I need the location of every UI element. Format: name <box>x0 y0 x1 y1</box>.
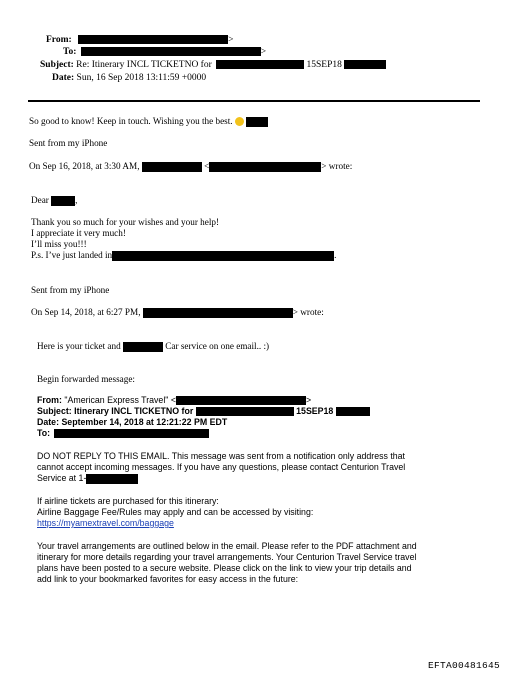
reply1-quote-end: > wrote: <box>321 161 353 171</box>
redacted-quote-name <box>142 162 202 172</box>
redacted-to-address <box>81 47 261 56</box>
body-p1-line1: DO NOT REPLY TO THIS EMAIL. This message was sent from a notification only address that <box>37 451 405 461</box>
reply1-text: So good to know! Keep in touch. Wishing you the best. <box>29 116 233 126</box>
baggage-link[interactable]: https://myamextravel.com/baggage <box>37 518 174 528</box>
redacted-fwd-subject-name <box>196 407 294 416</box>
body-p2-line2: Airline Baggage Fee/Rules may apply and can be accessed by visiting: <box>37 507 314 517</box>
reply2-dear-row <box>31 195 77 206</box>
body-p2-line1: If airline tickets are purchased for this itinerary: <box>37 496 219 506</box>
redacted-reply3-item <box>123 342 163 352</box>
reply2-line4-end: . <box>334 250 337 260</box>
body-p3-line3: plans have been posted to a secure website. Please click on the link to view your trip details and <box>37 563 412 573</box>
reply1-quote-row <box>29 161 352 172</box>
reply3-row <box>37 341 269 352</box>
header-divider <box>28 100 480 102</box>
subject-code: 15SEP18 <box>306 60 342 70</box>
to-label: To: <box>63 47 77 57</box>
redacted-fwd-from-email <box>176 396 306 405</box>
redacted-fwd-subject-tail <box>336 407 370 416</box>
redacted-phone-number <box>86 474 138 484</box>
reply1-quote-start: On Sep 16, 2018, at 3:30 AM, <box>29 161 140 171</box>
fwd-subject-code: 15SEP18 <box>296 406 334 416</box>
reply2-sent: Sent from my iPhone <box>31 285 110 295</box>
reply2-line2: I appreciate it very much! <box>31 228 126 238</box>
header-date-row <box>52 73 206 83</box>
to-end: > <box>260 47 267 57</box>
fwd-from-text: "American Express Travel" < <box>64 395 176 405</box>
bates-number: EFTA00481645 <box>428 660 501 671</box>
reply3-text-a: Here is your ticket and <box>37 341 121 351</box>
date-text: Sun, 16 Sep 2018 13:11:59 +0000 <box>76 73 207 83</box>
body-p3-line2: itinerary for more details regarding your travel arrangements. Your Centurion Travel Service travel <box>37 552 417 562</box>
fwd-from-end: > <box>305 395 312 405</box>
redacted-subject-name <box>216 60 304 69</box>
body-p3-line4: add link to your bookmarked favorites for easy access in the future: <box>37 574 299 584</box>
redacted-reply1-name <box>246 117 268 127</box>
reply3-text-b: Car service on one email.. :) <box>165 341 270 351</box>
reply1-text-row <box>29 116 268 127</box>
reply2-line1: Thank you so much for your wishes and your help! <box>31 217 220 227</box>
forwarded-begin: Begin forwarded message: <box>37 374 135 384</box>
redacted-from-address <box>78 35 228 44</box>
fwd-subject-label: Subject: Itinerary INCL TICKETNO for <box>37 406 194 416</box>
reply1-quote-mid: < <box>204 161 210 171</box>
from-end: > <box>228 35 234 45</box>
body-p1-line3-row <box>37 473 138 484</box>
header-from-row <box>46 35 233 45</box>
smiley-emoji-icon <box>235 117 244 126</box>
redacted-landed-location <box>112 250 337 261</box>
fwd-from-row <box>37 395 311 405</box>
reply2-dear: Dear <box>31 195 49 205</box>
redacted-quote2-sender <box>143 308 293 318</box>
reply2-line4: P.s. I’ve just landed in <box>31 250 113 260</box>
fwd-date: Date: September 14, 2018 at 12:21:22 PM EDT <box>37 417 228 427</box>
reply1-sent: Sent from my iPhone <box>29 138 108 148</box>
subject-text: Re: Itinerary INCL TICKETNO for <box>76 60 212 70</box>
body-p1-line2: cannot accept incoming messages. If you have any questions, please contact Centurion Travel <box>37 462 406 472</box>
fwd-from-label: From: <box>37 395 62 405</box>
reply2-quote-start: On Sep 14, 2018, at 6:27 PM, <box>31 307 141 317</box>
reply2-line4-row <box>31 250 336 261</box>
reply2-quote-end: > wrote: <box>292 307 324 317</box>
redacted-subject-tail <box>344 60 386 69</box>
header-to-row <box>63 47 266 57</box>
header-subject-row <box>40 60 386 70</box>
fwd-to-label: To: <box>37 428 51 438</box>
body-p1-line3: Service at 1- <box>37 473 87 483</box>
redacted-fwd-to-email <box>54 429 209 438</box>
fwd-to-row <box>37 428 209 438</box>
fwd-subject-row <box>37 406 370 416</box>
reply2-quote-row <box>31 307 324 318</box>
redacted-dear-name <box>51 195 78 206</box>
body-p3-line1: Your travel arrangements are outlined below in the email. Please refer to the PDF attachment and <box>37 541 417 551</box>
redacted-quote-email <box>209 162 321 172</box>
subject-label: Subject: <box>40 60 74 70</box>
from-label: From: <box>46 35 72 45</box>
reply2-line3: I’ll miss you!!! <box>31 239 87 249</box>
reply2-dear-end: , <box>75 195 78 205</box>
date-label: Date: <box>52 73 75 83</box>
